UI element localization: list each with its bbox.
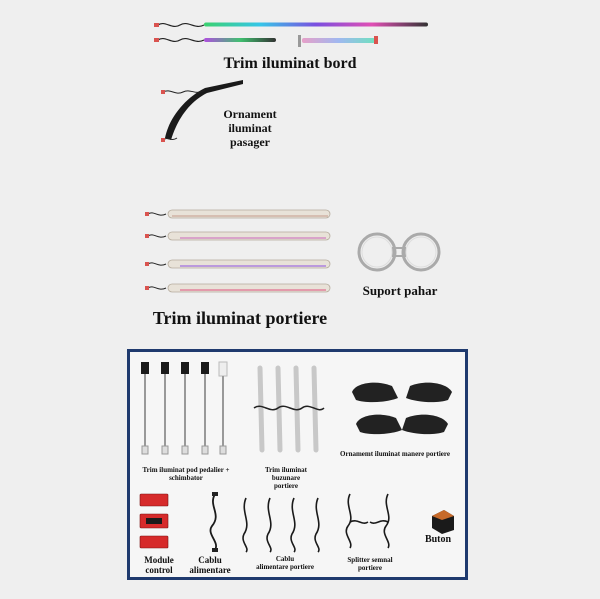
pedal-trim-cables-image (135, 358, 235, 458)
door-trim-image (140, 200, 340, 300)
trim-pod-label: Trim iluminat pod pedalier + schimbator (142, 466, 230, 483)
ornament-manere-label: Ornamemt iluminat manere portiere (340, 450, 450, 458)
cup-holder-image (355, 228, 445, 278)
power-cable-image (200, 492, 230, 552)
door-power-cables-image (236, 494, 336, 554)
splitter-portiere-label: Splitter semnal portiere (347, 556, 393, 573)
signal-splitter-image (336, 492, 406, 552)
trim-bord-label: Trim iluminat bord (223, 55, 357, 72)
cablu-portiere-label: Cablu alimentare portiere (256, 555, 314, 572)
suport-pahar-label: Suport pahar (362, 283, 438, 298)
buton-label: Buton (424, 534, 452, 545)
button-module-image (428, 506, 458, 536)
trim-portiere-label: Trim iluminat portiere (152, 308, 328, 328)
module-control-label: Module control (144, 555, 174, 576)
trim-buzunare-label: Trim iluminat buzunare portiere (264, 466, 308, 491)
control-modules-image (138, 492, 178, 552)
dashboard-trim-image (0, 0, 600, 60)
cablu-alimentare-label: Cablu alimentare (189, 555, 231, 576)
door-handle-ornaments-image (348, 378, 468, 448)
ornament-pasager-label: Ornament iluminat pasager (223, 107, 277, 149)
pocket-trim-cables-image (248, 358, 328, 458)
